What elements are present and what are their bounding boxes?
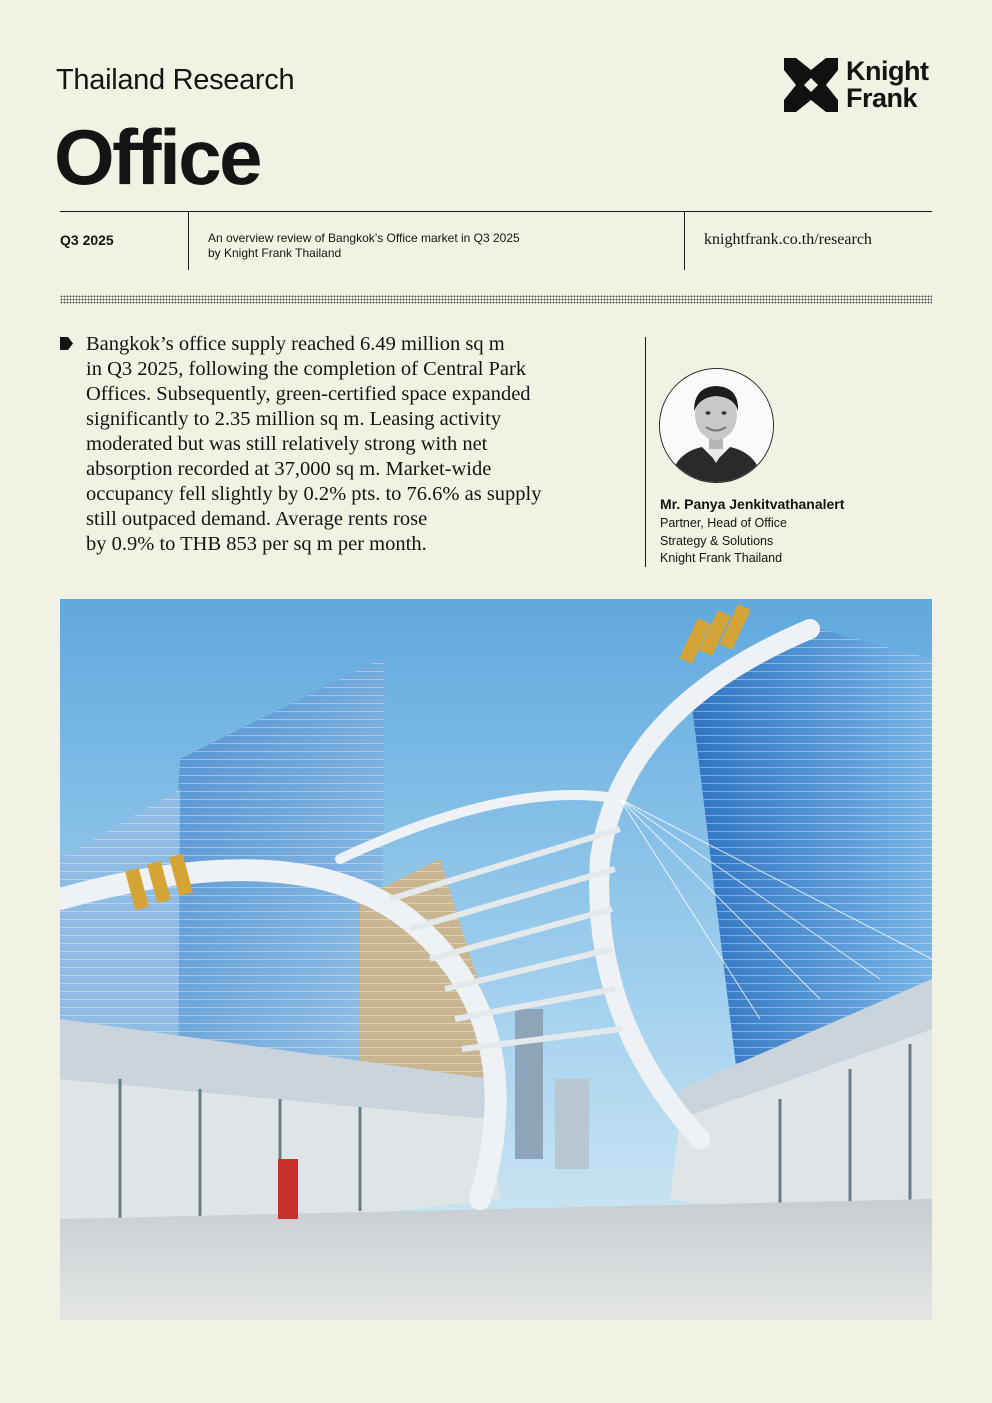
skywalk-photo-illustration — [60, 599, 932, 1320]
author-role-line: Partner, Head of Office — [660, 516, 787, 530]
summary-line: absorption recorded at 37,000 sq m. Market-wide — [86, 458, 492, 480]
author-avatar — [659, 368, 774, 483]
info-divider-2 — [684, 211, 685, 270]
logo-text-frank: Frank — [846, 83, 918, 113]
summary-line: still outpaced demand. Average rents rose — [86, 508, 428, 530]
knight-frank-logo[interactable] — [784, 58, 934, 116]
author-role — [660, 515, 787, 568]
summary-line: occupancy fell slightly by 0.2% pts. to 76.6% as supply — [86, 483, 542, 505]
summary-line: significantly to 2.35 million sq m. Leasing activity — [86, 408, 502, 430]
summary-line: by 0.9% to THB 853 per sq m per month. — [86, 533, 427, 555]
report-overview — [208, 231, 520, 261]
author-portrait-icon — [660, 369, 773, 482]
author-role-line: Knight Frank Thailand — [660, 551, 783, 565]
summary-line: Bangkok’s office supply reached 6.49 million sq m — [86, 333, 505, 355]
header-divider — [60, 211, 932, 212]
report-title: Office — [54, 113, 261, 201]
overview-line: by Knight Frank Thailand — [208, 246, 342, 260]
bullet-arrow-icon — [60, 337, 73, 350]
author-role-line: Strategy & Solutions — [660, 533, 774, 548]
logo-wordmark — [846, 58, 928, 112]
summary-line: moderated but was still relatively strong with net — [86, 433, 488, 455]
summary-paragraph — [86, 332, 616, 557]
info-divider-1 — [188, 211, 189, 270]
author-divider — [645, 337, 646, 567]
dotted-divider — [60, 295, 932, 304]
cover-photo — [60, 599, 932, 1320]
logo-text-knight: Knight — [846, 56, 929, 86]
overview-line: An overview review of Bangkok’s Office market in Q3 2025 — [208, 231, 520, 245]
author-name: Mr. Panya Jenkitvathanalert — [660, 496, 845, 512]
summary-line: in Q3 2025, following the completion of Central Park — [86, 358, 527, 380]
logo-mark-icon — [784, 58, 838, 112]
report-quarter: Q3 2025 — [60, 232, 114, 248]
summary-line: Offices. Subsequently, green-certified space expanded — [86, 383, 531, 405]
report-series: Thailand Research — [56, 64, 295, 96]
research-website-link[interactable]: knightfrank.co.th/research — [704, 231, 872, 248]
